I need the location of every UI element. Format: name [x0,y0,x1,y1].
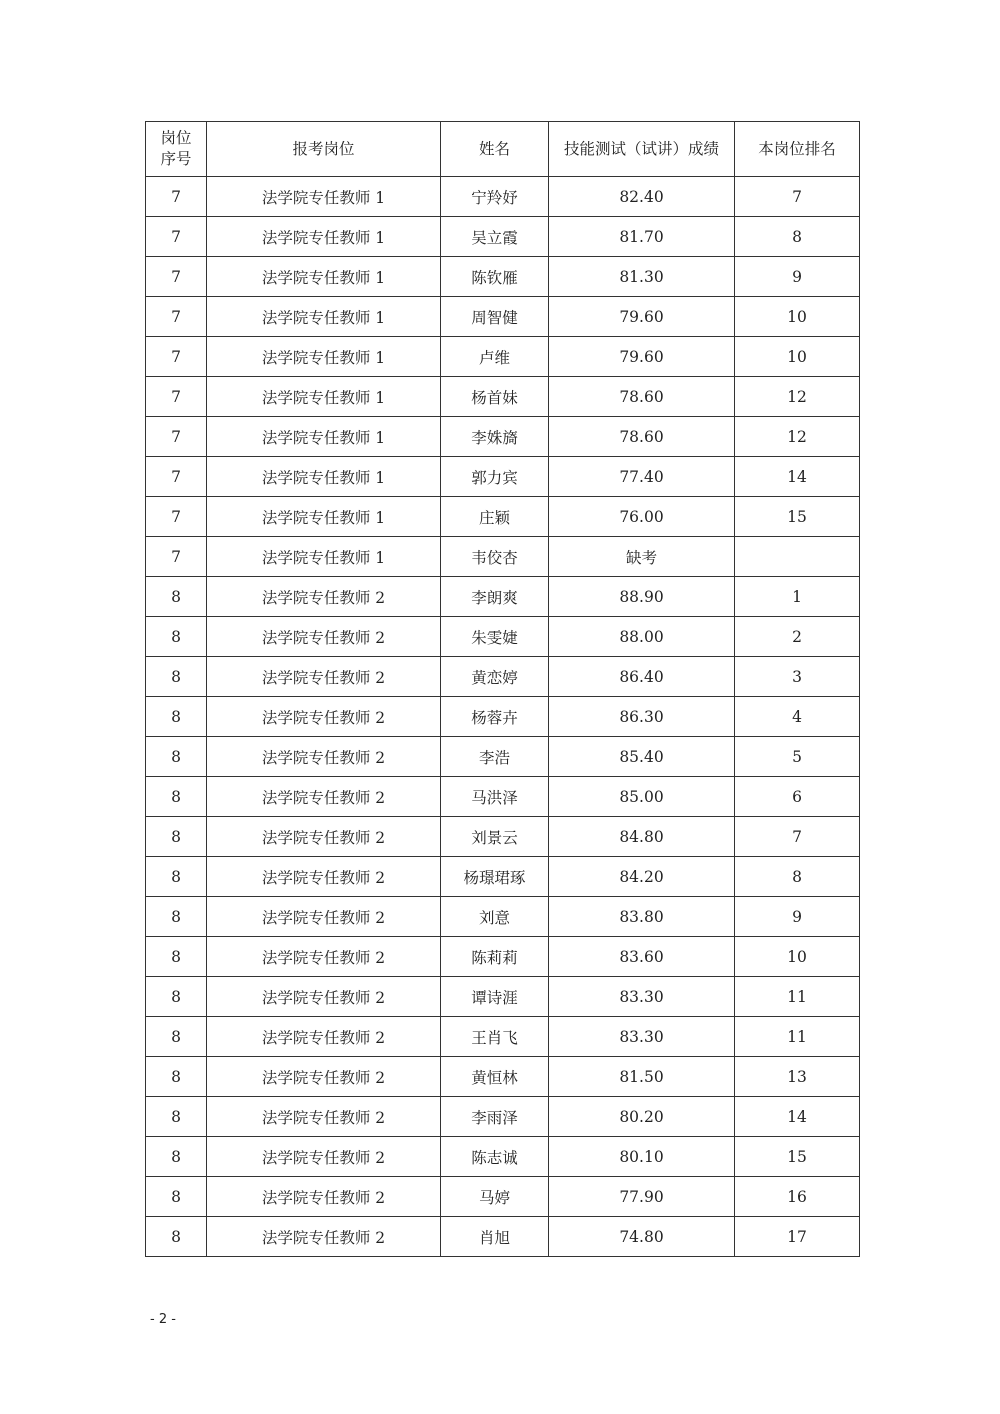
cell-position: 法学院专任教师 2 [207,617,441,657]
cell-name: 韦佼杏 [441,537,549,577]
cell-name: 谭诗涯 [441,977,549,1017]
cell-score: 81.70 [549,217,735,257]
table-row [146,1097,860,1137]
cell-rank: 10 [735,937,860,977]
cell-name: 李姝旖 [441,417,549,457]
cell-rank: 17 [735,1217,860,1257]
cell-position-seq: 7 [146,337,207,377]
cell-rank: 1 [735,577,860,617]
table-row [146,417,860,457]
cell-rank: 13 [735,1057,860,1097]
cell-rank [735,537,860,577]
cell-position: 法学院专任教师 2 [207,657,441,697]
cell-score: 83.80 [549,897,735,937]
cell-position-seq: 8 [146,1217,207,1257]
cell-position: 法学院专任教师 2 [207,777,441,817]
cell-position-seq: 7 [146,177,207,217]
cell-score: 84.80 [549,817,735,857]
cell-score: 83.60 [549,937,735,977]
cell-rank: 11 [735,1017,860,1057]
cell-position: 法学院专任教师 2 [207,1097,441,1137]
header-rank: 本岗位排名 [735,122,860,177]
cell-rank: 5 [735,737,860,777]
cell-score: 81.50 [549,1057,735,1097]
header-score: 技能测试（试讲）成绩 [549,122,735,177]
cell-position-seq: 8 [146,977,207,1017]
cell-position: 法学院专任教师 2 [207,1057,441,1097]
cell-position-seq: 7 [146,297,207,337]
cell-rank: 7 [735,177,860,217]
cell-score: 80.10 [549,1137,735,1177]
cell-position: 法学院专任教师 2 [207,737,441,777]
cell-position: 法学院专任教师 1 [207,337,441,377]
cell-position-seq: 7 [146,457,207,497]
cell-position: 法学院专任教师 2 [207,1177,441,1217]
header-position: 报考岗位 [207,122,441,177]
cell-score: 78.60 [549,377,735,417]
cell-position-seq: 8 [146,777,207,817]
table-row [146,1057,860,1097]
cell-name: 马婷 [441,1177,549,1217]
header-position-seq [146,122,207,177]
score-table [145,121,860,1257]
table-row [146,697,860,737]
cell-rank: 9 [735,257,860,297]
cell-rank: 14 [735,457,860,497]
cell-rank: 12 [735,417,860,457]
cell-rank: 2 [735,617,860,657]
cell-score: 77.90 [549,1177,735,1217]
cell-position-seq: 8 [146,937,207,977]
table-row [146,857,860,897]
table-header-row [146,122,860,177]
cell-score: 82.40 [549,177,735,217]
cell-score: 83.30 [549,977,735,1017]
cell-rank: 10 [735,297,860,337]
cell-position: 法学院专任教师 2 [207,1017,441,1057]
cell-position: 法学院专任教师 2 [207,817,441,857]
cell-name: 杨首妹 [441,377,549,417]
cell-name: 陈志诚 [441,1137,549,1177]
cell-position: 法学院专任教师 1 [207,497,441,537]
cell-name: 宁羚妤 [441,177,549,217]
table-body [146,177,860,1257]
table-row [146,1017,860,1057]
table-row [146,217,860,257]
cell-name: 朱雯婕 [441,617,549,657]
table-row [146,297,860,337]
cell-position-seq: 8 [146,617,207,657]
table-row [146,1137,860,1177]
table-row [146,897,860,937]
cell-name: 陈莉莉 [441,937,549,977]
cell-score: 79.60 [549,297,735,337]
cell-position-seq: 7 [146,257,207,297]
cell-score: 81.30 [549,257,735,297]
cell-position-seq: 7 [146,377,207,417]
cell-position: 法学院专任教师 1 [207,377,441,417]
cell-position: 法学院专任教师 1 [207,417,441,457]
cell-name: 陈钦雁 [441,257,549,297]
cell-position: 法学院专任教师 2 [207,1217,441,1257]
table-row [146,577,860,617]
cell-position-seq: 8 [146,817,207,857]
cell-score: 86.40 [549,657,735,697]
cell-rank: 14 [735,1097,860,1137]
table-row [146,1177,860,1217]
cell-position-seq: 8 [146,577,207,617]
cell-position-seq: 8 [146,897,207,937]
cell-position: 法学院专任教师 1 [207,257,441,297]
cell-position: 法学院专任教师 2 [207,1137,441,1177]
table-row [146,457,860,497]
cell-position: 法学院专任教师 2 [207,977,441,1017]
cell-position: 法学院专任教师 2 [207,577,441,617]
cell-position: 法学院专任教师 1 [207,177,441,217]
cell-position-seq: 8 [146,857,207,897]
header-seq-line1: 岗位 [160,129,192,147]
cell-score: 80.20 [549,1097,735,1137]
table-row [146,497,860,537]
cell-score: 缺考 [549,537,735,577]
cell-name: 郭力宾 [441,457,549,497]
cell-position: 法学院专任教师 2 [207,857,441,897]
cell-position-seq: 7 [146,417,207,457]
table-row [146,977,860,1017]
table-row [146,657,860,697]
table-row [146,617,860,657]
cell-position-seq: 8 [146,737,207,777]
cell-name: 李朗爽 [441,577,549,617]
cell-name: 杨璟珺琢 [441,857,549,897]
cell-position-seq: 8 [146,657,207,697]
table-row [146,177,860,217]
cell-position: 法学院专任教师 1 [207,537,441,577]
table-row [146,1217,860,1257]
cell-rank: 9 [735,897,860,937]
cell-name: 庄颖 [441,497,549,537]
cell-position-seq: 8 [146,1017,207,1057]
cell-position: 法学院专任教师 1 [207,217,441,257]
cell-position: 法学院专任教师 2 [207,937,441,977]
cell-rank: 7 [735,817,860,857]
table-row [146,937,860,977]
cell-rank: 8 [735,857,860,897]
cell-name: 黄恒林 [441,1057,549,1097]
cell-name: 李雨泽 [441,1097,549,1137]
cell-name: 刘景云 [441,817,549,857]
cell-position: 法学院专任教师 1 [207,457,441,497]
cell-rank: 6 [735,777,860,817]
cell-position-seq: 8 [146,1097,207,1137]
cell-rank: 10 [735,337,860,377]
cell-rank: 3 [735,657,860,697]
cell-name: 王肖飞 [441,1017,549,1057]
header-seq-line2: 序号 [160,150,192,168]
cell-score: 85.00 [549,777,735,817]
cell-position-seq: 8 [146,697,207,737]
table-row [146,777,860,817]
cell-position-seq: 7 [146,217,207,257]
cell-rank: 15 [735,497,860,537]
table-row [146,817,860,857]
cell-name: 马洪泽 [441,777,549,817]
cell-position: 法学院专任教师 1 [207,297,441,337]
header-name: 姓名 [441,122,549,177]
cell-position-seq: 7 [146,537,207,577]
cell-score: 74.80 [549,1217,735,1257]
cell-position: 法学院专任教师 2 [207,897,441,937]
cell-score: 83.30 [549,1017,735,1057]
page-number: - 2 - [150,1312,176,1327]
cell-rank: 4 [735,697,860,737]
table-row [146,737,860,777]
cell-name: 吴立霞 [441,217,549,257]
cell-score: 78.60 [549,417,735,457]
cell-rank: 15 [735,1137,860,1177]
cell-score: 86.30 [549,697,735,737]
cell-position-seq: 7 [146,497,207,537]
cell-position-seq: 8 [146,1137,207,1177]
cell-name: 刘意 [441,897,549,937]
cell-position-seq: 8 [146,1057,207,1097]
cell-rank: 12 [735,377,860,417]
table-row [146,537,860,577]
cell-name: 李浩 [441,737,549,777]
cell-name: 肖旭 [441,1217,549,1257]
cell-position: 法学院专任教师 2 [207,697,441,737]
cell-position-seq: 8 [146,1177,207,1217]
table-row [146,257,860,297]
cell-name: 卢维 [441,337,549,377]
cell-score: 85.40 [549,737,735,777]
cell-score: 88.90 [549,577,735,617]
cell-score: 77.40 [549,457,735,497]
cell-score: 79.60 [549,337,735,377]
cell-rank: 11 [735,977,860,1017]
table-row [146,377,860,417]
cell-score: 84.20 [549,857,735,897]
table-row [146,337,860,377]
cell-score: 88.00 [549,617,735,657]
cell-name: 杨蓉卉 [441,697,549,737]
cell-rank: 16 [735,1177,860,1217]
cell-name: 周智健 [441,297,549,337]
cell-rank: 8 [735,217,860,257]
cell-score: 76.00 [549,497,735,537]
cell-name: 黄恋婷 [441,657,549,697]
